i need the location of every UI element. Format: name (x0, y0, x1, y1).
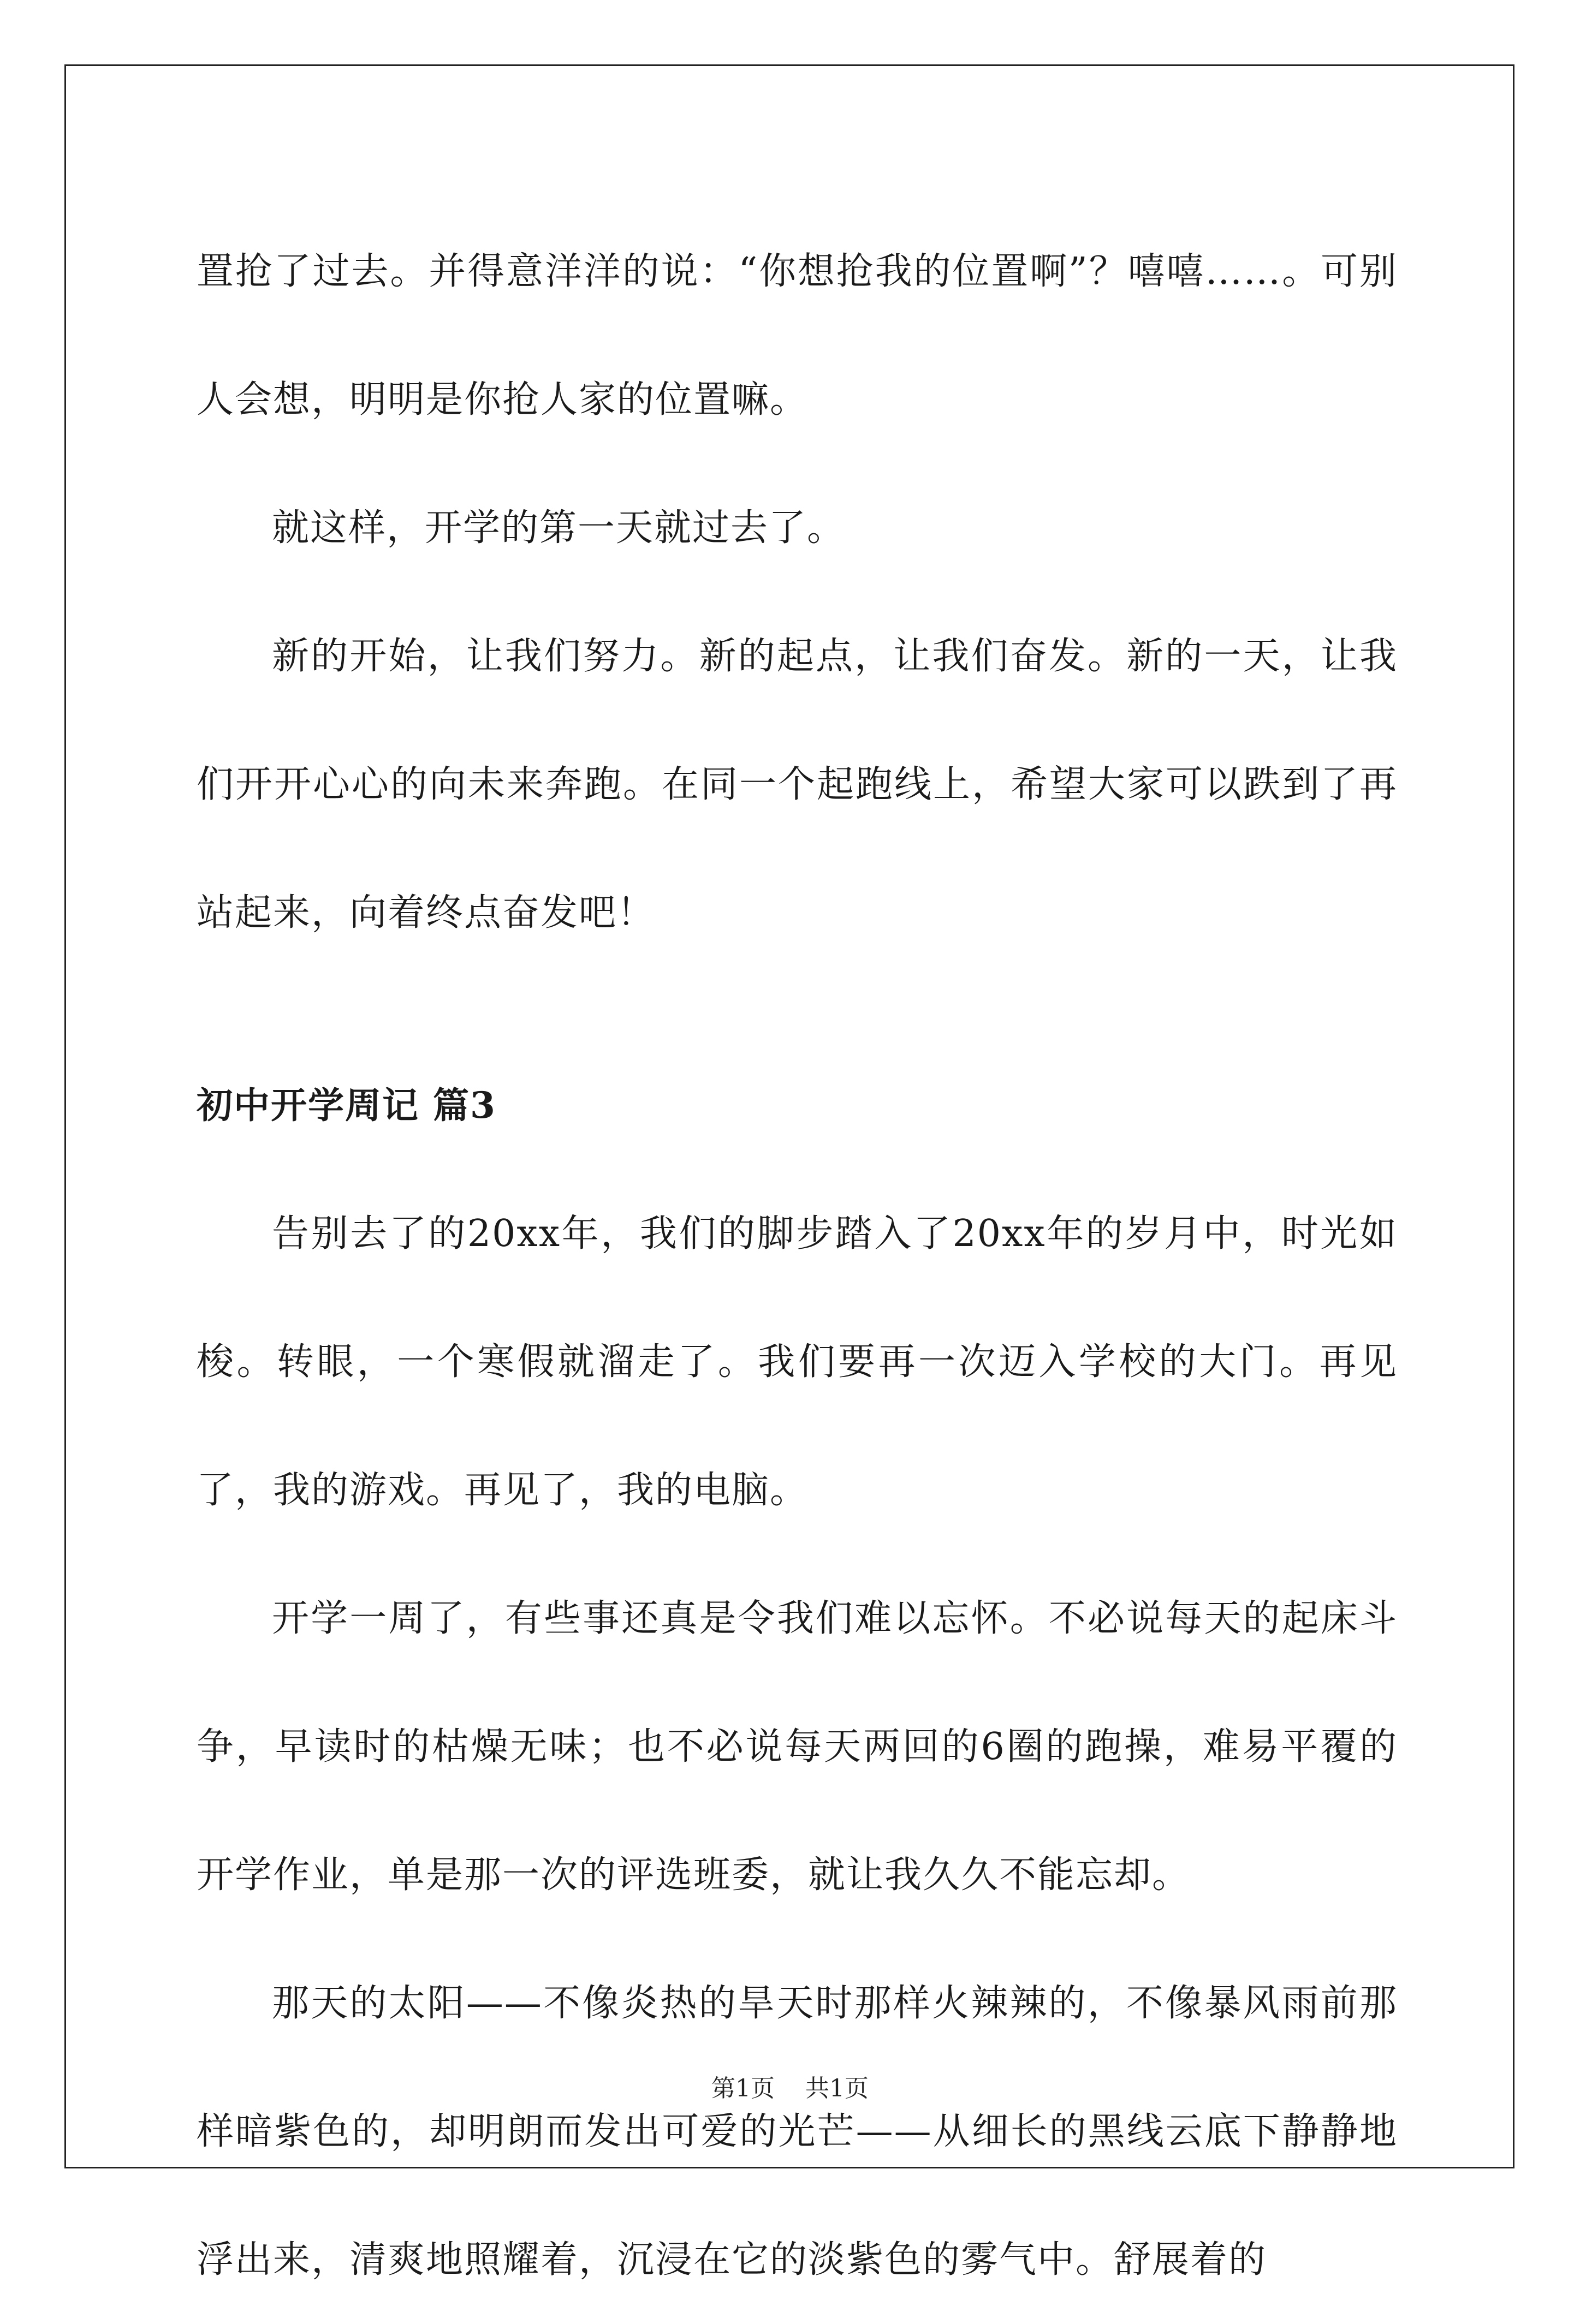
paragraph-first-day-end: 就这样，开学的第一天就过去了。 (272, 506, 846, 550)
paragraph-new-start: 新的开始，让我们努力。新的起点，让我们奋发。新的一天，让我们开开心心的向未来奔跑。在同一个起跑线上，希望大家可以跌到了再站起来，向着终点奋发吧！ (197, 635, 1398, 934)
paragraph-continuation: 置抢了过去。并得意洋洋的说：“你想抢我的位置啊”？嘻嘻……。可别人会想，明明是你抢人家的位置嘛。 (197, 250, 1398, 421)
page-footer (0, 2069, 1580, 2103)
paragraph-first-week: 开学一周了，有些事还真是令我们难以忘怀。不必说每天的起床斗争，早读时的枯燥无味；也不必说每天两回的6圈的跑操，难易平覆的开学作业，单是那一次的评选班委，就让我久久不能忘却。 (197, 1597, 1398, 1897)
paragraph-that-day-sun: 那天的太阳——不像炎热的旱天时那样火辣辣的，不像暴风雨前那样暗紫色的，却明朗而发出可爱的光芒——从细长的黑线云底下静静地浮出来，清爽地照耀着，沉浸在它的淡紫色的雾气中。舒展着的 (197, 1982, 1398, 2281)
section-heading: 初中开学周记 篇3 (197, 1084, 496, 1127)
document-body (197, 207, 1398, 2324)
paragraph-farewell-year: 告别去了的20xx年，我们的脚步踏入了20xx年的岁月中，时光如梭。转眼，一个寒假就溜走了。我们要再一次迈入学校的大门。再见了，我的游戏。再见了，我的电脑。 (197, 1212, 1398, 1512)
page-total: 共1页 (805, 2075, 869, 2102)
page-number: 第1页 (711, 2075, 775, 2102)
